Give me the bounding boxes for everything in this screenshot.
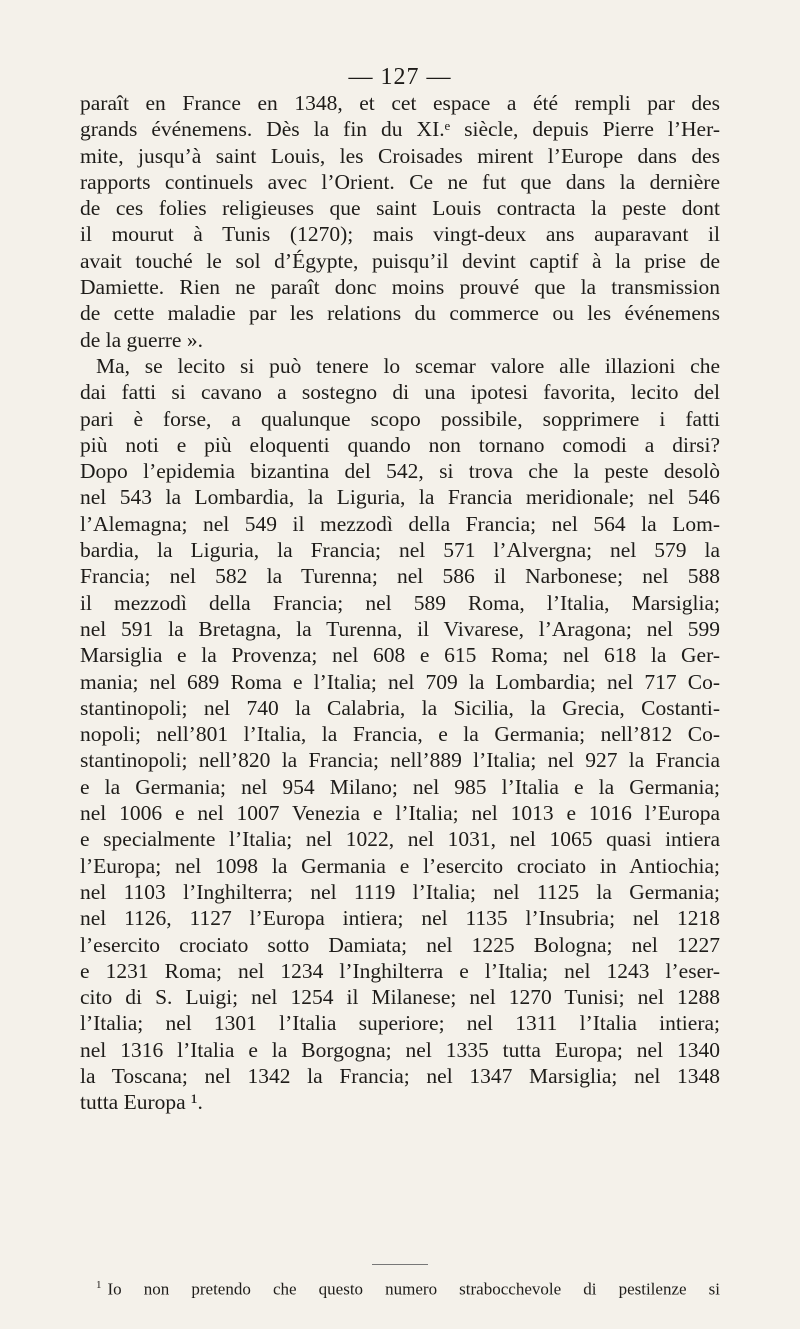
text-line: l’Italia; nel 1301 l’Italia superiore; nel 1311 l’Italia intiera; (80, 1011, 720, 1036)
text-line: l’Europa; nel 1098 la Germania e l’esercito crociato in Antiochia; (80, 853, 720, 878)
text-line: mite, jusqu’à saint Louis, les Croisades mirent l’Europe dans des (80, 143, 720, 168)
text-line: de cette maladie par les relations du commerce ou les événemens (80, 301, 720, 326)
text-line: nel 1006 e nel 1007 Venezia e l’Italia; nel 1013 e 1016 l’Europa (80, 801, 720, 826)
text-line: pari è forse, a qualunque scopo possibile, sopprimere i fatti (80, 406, 720, 431)
text-line: Marsiglia e la Provenza; nel 608 e 615 Roma; nel 618 la Ger- (80, 643, 720, 668)
text-line: nel 1316 l’Italia e la Borgogna; nel 1335 tutta Europa; nel 1340 (80, 1037, 720, 1062)
text-line: Francia; nel 582 la Turenna; nel 586 il Narbonese; nel 588 (80, 564, 720, 589)
text-line: nel 543 la Lombardia, la Liguria, la Francia meridionale; nel 546 (80, 485, 720, 510)
text-line: de la guerre ». (80, 327, 203, 352)
text-line: nopoli; nell’801 l’Italia, la Francia, e la Germania; nell’812 Co- (80, 722, 720, 747)
text-line: nel 1126, 1127 l’Europa intiera; nel 1135 l’Insubria; nel 1218 (80, 906, 720, 931)
text-line: de ces folies religieuses que saint Louis contracta la peste dont (80, 196, 720, 221)
page-number: — 127 — (348, 64, 452, 90)
footnote-separator (372, 1264, 428, 1265)
paragraph-start-line: Ma, se lecito si può tenere lo scemar valore alle illazioni che (96, 353, 720, 378)
text-line: bardia, la Liguria, la Francia; nel 571 l’Alvergna; nel 579 la (80, 538, 720, 563)
text-line: il mezzodì della Francia; nel 589 Roma, l’Italia, Marsiglia; (80, 590, 720, 615)
text-line: avait touché le sol d’Égypte, puisqu’il devint captif à la prise de (80, 248, 720, 273)
text-line: nel 1103 l’Inghilterra; nel 1119 l’Italia; nel 1125 la Germania; (80, 879, 720, 904)
body-text (80, 90, 720, 1116)
text-line: Damiette. Rien ne paraît donc moins prouvé que la transmission (80, 275, 720, 300)
text-line: Dopo l’epidemia bizantina del 542, si trova che la peste desolò (80, 459, 720, 484)
text-line: mania; nel 689 Roma e l’Italia; nel 709 la Lombardia; nel 717 Co- (80, 669, 720, 694)
text-line: stantinopoli; nel 740 la Calabria, la Sicilia, la Grecia, Costanti- (80, 695, 720, 720)
text-line: paraît en France en 1348, et cet espace a été rempli par des (80, 91, 720, 115)
text-line: la Toscana; nel 1342 la Francia; nel 1347 Marsiglia; nel 1348 (80, 1063, 720, 1088)
text-line: cito di S. Luigi; nel 1254 il Milanese; nel 1270 Tunisi; nel 1288 (80, 985, 720, 1010)
text-line: l’esercito crociato sotto Damiata; nel 1225 Bologna; nel 1227 (80, 932, 720, 957)
text-line: e la Germania; nel 954 Milano; nel 985 l’Italia e la Germania; (80, 774, 720, 799)
text-line: il mourut à Tunis (1270); mais vingt-deux ans auparavant il (80, 222, 720, 247)
footnote (96, 1274, 720, 1301)
text-line: l’Alemagna; nel 549 il mezzodì della Francia; nel 564 la Lom- (80, 511, 720, 536)
text-line: più noti e più eloquenti quando non tornano comodi a dirsi? (80, 432, 720, 457)
footnote-marker: 1 (96, 1279, 102, 1291)
text-line: dai fatti si cavano a sostegno di una ipotesi favorita, lecito del (80, 380, 720, 405)
footnote-text: Io non pretendo che questo numero strabocchevole di pestilenze si (107, 1279, 720, 1299)
text-line: e specialmente l’Italia; nel 1022, nel 1031, nel 1065 quasi intiera (80, 827, 720, 852)
text-line: tutta Europa ¹. (80, 1090, 203, 1115)
text-line: nel 591 la Bretagna, la Turenna, il Vivarese, l’Aragona; nel 599 (80, 616, 720, 641)
text-line: e 1231 Roma; nel 1234 l’Inghilterra e l’Italia; nel 1243 l’eser- (80, 958, 720, 983)
text-line: stantinopoli; nell’820 la Francia; nell’889 l’Italia; nel 927 la Francia (80, 748, 720, 773)
text-line: grands événemens. Dès la fin du XI.ᵉ siècle, depuis Pierre l’Her- (80, 117, 720, 142)
text-line: rapports continuels avec l’Orient. Ce ne fut que dans la dernière (80, 169, 720, 194)
